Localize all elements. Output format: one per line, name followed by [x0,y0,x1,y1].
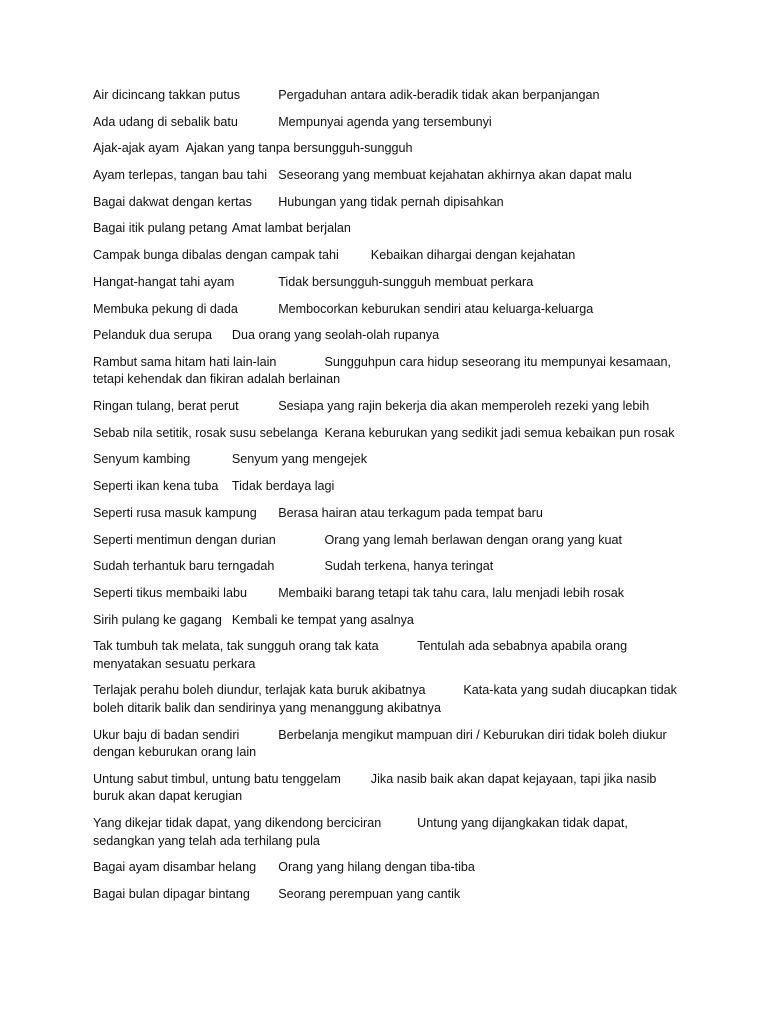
proverb-phrase: Air dicincang takkan putus [93,88,241,102]
proverb-entry [93,398,688,416]
proverb-entry [93,451,688,469]
proverb-entry [93,727,688,762]
proverb-phrase: Ukur baju di badan sendiri [93,727,240,742]
proverb-meaning: Amat lambat berjalan [231,221,351,236]
proverb-meaning: Kerana keburukan yang sedikit jadi semua kebaikan pun rosak [324,425,675,440]
proverb-phrase: Seperti tikus membaiki labu [93,585,247,600]
proverb-phrase: Sebab nila setitik, rosak susu sebelanga [93,425,318,440]
proverb-meaning: Dua orang yang seolah-olah rupanya [231,328,440,343]
proverb-meaning: Tidak berdaya lagi [231,479,335,494]
proverb-phrase: Sirih pulang ke gagang [93,612,222,627]
proverb-phrase: Seperti ikan kena tuba [93,479,219,494]
proverb-phrase: Terlajak perahu boleh diundur, terlajak kata buruk akibatnya [93,683,426,698]
proverb-phrase: Ada udang di sebalik batu [93,114,238,129]
proverb-meaning: Tentulah ada sebabnya apabila orang menyatakan sesuatu perkara [93,639,628,671]
proverb-entry [93,771,688,806]
proverb-entry [93,886,688,904]
proverb-meaning: Kebaikan dihargai dengan kejahatan [370,248,576,263]
proverb-meaning: Membaiki barang tetapi tak tahu cara, lalu menjadi lebih rosak [278,585,625,600]
proverb-meaning: Senyum yang mengejek [231,452,368,467]
proverb-phrase: Seperti mentimun dengan durian [93,532,276,547]
proverb-entry [93,612,688,630]
proverb-meaning: Berasa hairan atau terkagum pada tempat baru [278,505,543,520]
proverb-meaning: Sudah terkena, hanya teringat [324,559,494,574]
proverb-entry [93,301,688,319]
proverb-meaning: Pergaduhan antara adik-beradik tidak akan berpanjangan [278,88,600,102]
proverb-phrase: Seperti rusa masuk kampung [93,505,257,520]
proverb-meaning: Berbelanja mengikut mampuan diri / Keburukan diri tidak boleh diukur dengan keburukan orang lain [93,727,667,760]
proverb-meaning: Kembali ke tempat yang asalnya [231,612,414,627]
proverb-meaning: Seorang perempuan yang cantik [278,886,461,901]
proverb-meaning: Hubungan yang tidak pernah dipisahkan [278,194,504,209]
proverb-phrase: Ajak-ajak ayam [93,141,180,156]
proverb-meaning: Jika nasib baik akan dapat kejayaan, tapi jika nasib buruk akan dapat kerugian [93,771,657,804]
proverb-meaning: Tidak bersungguh-sungguh membuat perkara [278,274,534,289]
proverb-entry [93,478,688,496]
proverb-entry [93,585,688,603]
proverb-entry [93,859,688,877]
proverb-entry [93,638,688,673]
proverb-meaning: Kata-kata yang sudah diucapkan tidak boleh ditarik balik dan sendirinya yang menanggung akibatnya [93,683,677,715]
proverb-meaning: Orang yang lemah berlawan dengan orang yang kuat [324,532,623,547]
proverb-phrase: Untung sabut timbul, untung batu tenggelam [93,771,341,786]
proverb-phrase: Bagai itik pulang petang [93,221,228,236]
proverb-meaning: Sungguhpun cara hidup seseorang itu mempunyai kesamaan, tetapi kehendak dan fikiran adalah berlainan [93,354,672,387]
proverb-entry [93,558,688,576]
proverb-entry [93,505,688,523]
proverb-entry [93,247,688,265]
proverb-entry [93,815,688,850]
proverb-phrase: Ringan tulang, berat perut [93,399,239,414]
proverb-entry [93,140,688,158]
proverb-list [93,87,688,903]
proverb-entry [93,194,688,212]
proverb-meaning: Sesiapa yang rajin bekerja dia akan memperoleh rezeki yang lebih [278,399,650,414]
proverb-phrase: Yang dikejar tidak dapat, yang dikendong berciciran [93,816,382,830]
proverb-phrase: Hangat-hangat tahi ayam [93,274,235,289]
proverb-phrase: Membuka pekung di dada [93,301,238,316]
proverb-phrase: Bagai bulan dipagar bintang [93,886,250,901]
proverb-phrase: Bagai ayam disambar helang [93,860,257,875]
proverb-phrase: Ayam terlepas, tangan bau tahi [93,168,268,183]
proverb-phrase: Bagai dakwat dengan kertas [93,194,252,209]
proverb-entry [93,425,688,443]
proverb-phrase: Pelanduk dua serupa [93,328,213,343]
proverb-phrase: Senyum kambing [93,452,191,467]
proverb-meaning: Mempunyai agenda yang tersembunyi [278,114,492,129]
proverb-phrase: Rambut sama hitam hati lain-lain [93,354,277,369]
proverb-entry [93,87,688,105]
proverb-entry [93,220,688,238]
proverb-meaning: Seseorang yang membuat kejahatan akhirnya akan dapat malu [278,168,632,183]
proverb-meaning: Membocorkan keburukan sendiri atau keluarga-keluarga [278,301,594,316]
proverb-phrase: Campak bunga dibalas dengan campak tahi [93,248,339,263]
proverb-meaning: Orang yang hilang dengan tiba-tiba [278,860,475,875]
proverb-entry [93,532,688,550]
proverb-phrase: Tak tumbuh tak melata, tak sungguh orang tak kata [93,639,379,654]
proverb-meaning: Untung yang dijangkakan tidak dapat, sedangkan yang telah ada terhilang pula [93,816,628,848]
proverb-entry [93,354,688,389]
proverb-entry [93,167,688,185]
proverb-phrase: Sudah terhantuk baru terngadah [93,559,275,574]
proverb-entry [93,274,688,292]
proverb-entry [93,114,688,132]
proverb-meaning: Ajakan yang tanpa bersungguh-sungguh [185,141,413,156]
proverb-entry [93,682,688,717]
proverb-entry [93,327,688,345]
